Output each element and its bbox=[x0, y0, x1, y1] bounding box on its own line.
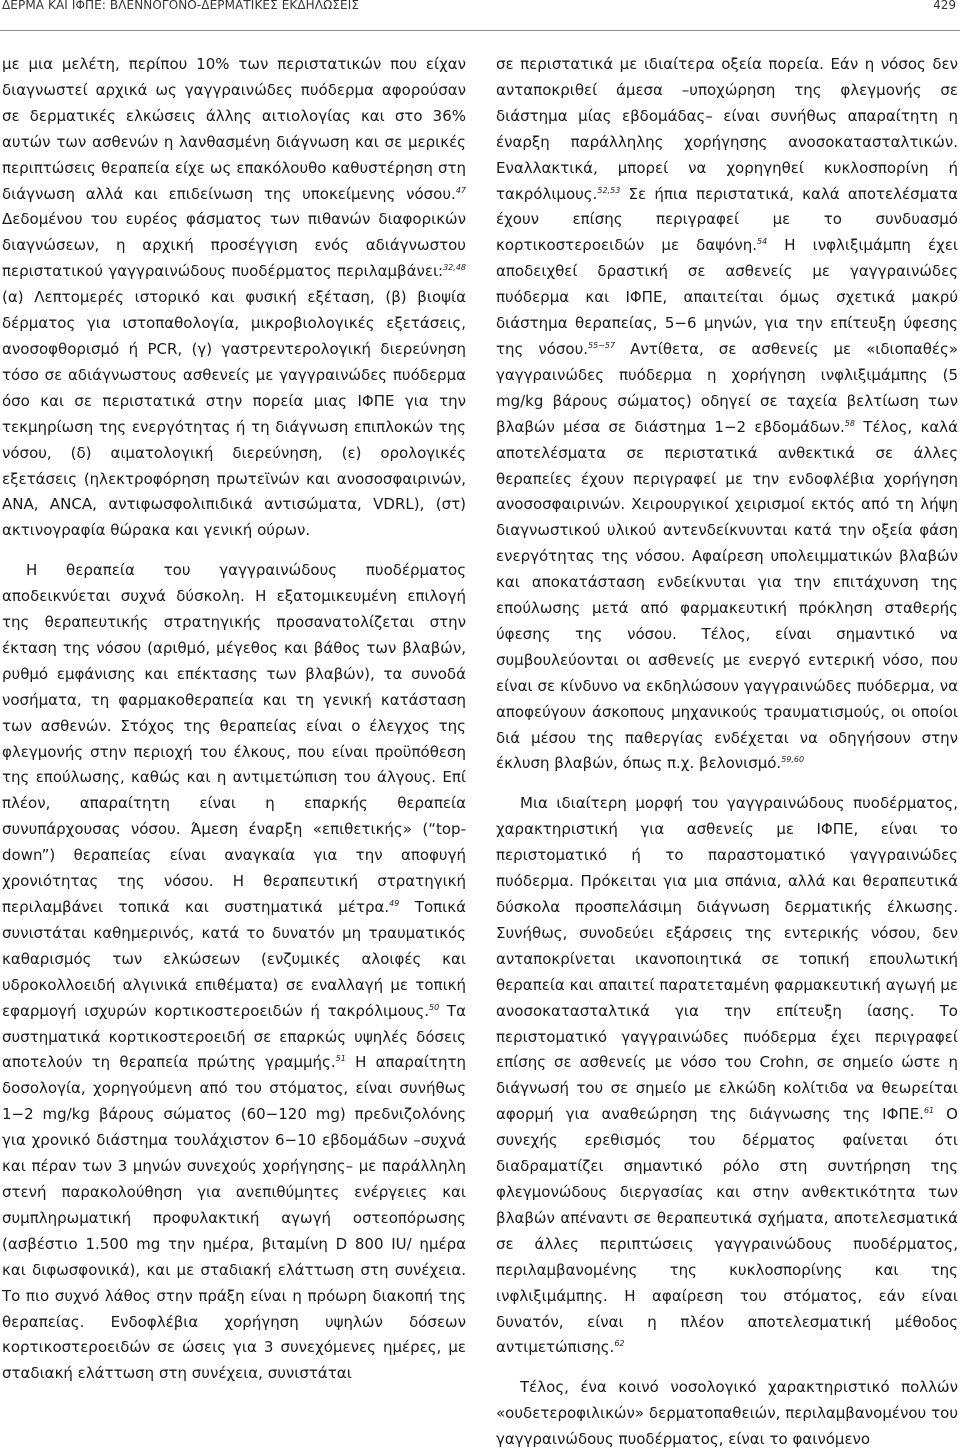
text-run: σε περιστατικά με ιδιαίτερα οξεία πορεία. Εάν η νόσος δεν ανταποκριθεί άμεσα –υποχώρηση της φλεγμονής σε διάστημα μίας εβδομάδας– είναι συνήθως απαραίτητη η έναρξη παράλληλης χορήγησης ανοσοκατασταλτικών. Εναλλακτικά, μπορεί να χορηγηθεί κυκλοσπορίνη ή τακρόλιμους. bbox=[496, 55, 958, 203]
citation-ref: 49 bbox=[389, 899, 400, 908]
paragraph bbox=[2, 558, 466, 1387]
citation-ref: 52,53 bbox=[597, 185, 621, 195]
text-run: Μια ιδιαίτερη μορφή του γαγγραινώδους πυοδέρματος, χαρακτηριστική για ασθενείς με ΙΦΠΕ, είναι το περιστοματικό ή το παραστοματικό γαγγραινώδες πυόδερμα. Πρόκειται για μια σπάνια, αλλά και θεραπευτικά δύσκολα προσπελάσιμη διάγνωση δερματικής έλκωσης. Συνήθως, συνοδεύει εξάρσεις της εντερικής νόσου, δεν ανταποκρίνεται ικανοποιητικά σε τοπική επουλωτική θεραπεία και απαιτεί παρατεταμένη φαρμακευτική αγωγή με ανοσοκατασταλτικά για την επίτευξη ίασης. Το περιστοματικό γαγγραινώδες πυόδερμα έχει περιγραφεί επίσης σε ασθενείς με νόσο του Crohn, σε σημείο ώστε η διάγνωσή του σε σημείο με ελκώδη κολίτιδα να θεωρείται αφορμή για αναθεώρηση της διάγνωσης της ΙΦΠΕ. bbox=[496, 794, 958, 1124]
citation-ref: 62 bbox=[614, 1339, 625, 1349]
paragraph bbox=[496, 1375, 958, 1453]
text-run: Σε ήπια περιστατικά, καλά αποτελέσματα έχουν επίσης περιγραφεί με το συνδυασμό κορτικοστεροειδών με δαψόνη. bbox=[496, 184, 958, 255]
citation-ref: 50 bbox=[429, 1002, 440, 1012]
paragraph bbox=[2, 52, 466, 544]
citation-ref: 47 bbox=[455, 185, 466, 195]
citation-ref: 58 bbox=[844, 418, 855, 428]
text-run: Δεδομένου του ευρέος φάσματος των πιθανών διαφορικών διαγνώσεων, η αρχική προσέγγιση ενός αδιάγνωστου περιστατικού γαγγραινώδους πυοδέρματος περιλαμβάνει: bbox=[2, 210, 466, 281]
citation-ref: 32,48 bbox=[443, 263, 466, 273]
text-run: Η ινφλιξιμάμπη έχει αποδειχθεί δραστική σε ασθενείς με γαγγραινώδες πυόδερμα και ΙΦΠΕ, απαιτείται όμως σχετικά μακρύ διάστημα θεραπείας, 5−6 μηνών, για την επίτευξη ύφεσης της νόσου. bbox=[496, 236, 958, 358]
text-run: Αντίθετα, σε ασθενείς με «ιδιοπαθές» γαγγραινώδες πυόδερμα η χορήγηση ινφλιξιμάμπης (5 mg/kg βάρους σώματος) οδηγεί σε ταχεία βελτίωση των βλαβών μέσα σε διάστημα 1−2 εβδομάδων. bbox=[496, 339, 958, 436]
citation-ref: 51 bbox=[335, 1054, 346, 1064]
header-rule bbox=[0, 30, 960, 31]
text-run: Η θεραπεία του γαγγραινώδους πυοδέρματος αποδεικνύεται συχνά δύσκολη. Η εξατομικευμένη επιλογή της θεραπευτικής στρατηγικής προσανατολίζεται στην έκταση της νόσου (αριθμό, μέγεθος και βάθος των βλαβών, ρυθμό εμφάνισης και επέκτασης των βλαβών), τα συνοδά νοσήματα, τη φαρμακοθεραπεία και τη γενική κατάσταση των ασθενών. Στόχος της θεραπείας είναι ο έλεγχος της φλεγμονής στην περιοχή του έλκους, που είναι προϋπόθεση της επούλωσης, καθώς και η αντιμετώπιση του άλγους. Επί πλέον, απαραίτητη είναι η επαρκής θεραπεία συνυπάρχουσας νόσου. Άμεση έναρξη «επιθετικής» (“top-down”) θεραπείας είναι αναγκαία για την αποφυγή χρονιότητας της νόσου. Η θεραπευτική στρατηγική περιλαμβάνει τοπικά και συστηματικά μέτρα. bbox=[2, 561, 466, 916]
text-run: Τέλος, καλά αποτελέσματα σε περιστατικά ανθεκτικά σε άλλες θεραπείες έχουν περιγραφεί με την ενδοφλέβια χορήγηση ανοσοσφαιρινών. Χειρουργικοί χειρισμοί εκτός από τη λήψη διαγνωστικού υλικού αντενδείκνυνται κατά την οξεία φάση ενεργότητας της νόσου. Αφαίρεση υπολειμματικών βλαβών και αποκατάσταση ενδείκνυται για την επιτάχυνση της επούλωσης μετά από φαρμακευτική πρόκληση σταθερής ύφεσης της νόσου. Τέλος, είναι σημαντικό να συμβουλεύονται οι ασθενείς με ενεργό εντερική νόσο, που είναι σε κίνδυνο να εκδηλώσουν γαγγραινώδες πυόδερμα, να αποφεύγουν άσκοπους μηχανικούς τραυματισμούς, οι οποίοι διά μέσου της παθεργίας ενδέχεται να οδηγήσουν στην έκλυση βλαβών, όπως π.χ. βελονισμό. bbox=[496, 417, 958, 773]
paragraph bbox=[496, 52, 958, 777]
running-title: ΔΕΡΜΑ ΚΑΙ ΙΦΠΕ: ΒΛΕΝΝΟΓΟΝΟ-ΔΕΡΜΑΤΙΚΕΣ ΕΚΔΗΛΩΣΕΙΣ bbox=[2, 0, 360, 12]
citation-ref: 54 bbox=[756, 237, 768, 247]
text-run: Τα συστηματικά κορτικοστεροειδή σε επαρκώς υψηλές δόσεις αποτελούν τη θεραπεία πρώτης γραμμής. bbox=[2, 1001, 466, 1072]
citation-ref: 55−57 bbox=[588, 340, 616, 350]
text-run: (α) Λεπτομερές ιστορικό και φυσική εξέταση, (β) βιοψία δέρματος για ιστοπαθολογία, μικροβιολογικές εξετάσεις, ανοσοφθορισμό ή PCR, (γ) γαστρεντερολογική διερεύνηση τόσο σε αδιάγνωστους ασθενείς με γαγγραινώδες πυόδερμα όσο και σε περιστατικά στην πορεία μιας ΙΦΠΕ για την τεκμηρίωση της ενεργότητας ή τη διάγνωση επιπλοκών της νόσου, (δ) αιματολογική διερεύνηση, (ε) ορολογικές εξετάσεις (ηλεκτροφόρηση πρωτεϊνών και ανοσοσφαιρινών, ANA, ANCA, αντιφωσφολιπιδικά αντισώματα, VDRL), (στ) ακτινογραφία θώρακα και γενική ούρων. bbox=[2, 288, 466, 540]
left-column bbox=[2, 52, 466, 1387]
running-header bbox=[0, 0, 960, 14]
text-run: Ο συνεχής ερεθισμός του δέρματος φαίνεται ότι διαδραματίζει σημαντικό ρόλο στη συντήρηση της φλεγμονώδους διεργασίας και στην ανθεκτικότητα των βλαβών απέναντι σε θεραπευτικά σχήματα, αποτελεσματικά σε άλλες περιπτώσεις γαγγραινώδους πυοδέρματος, περιλαμβανομένης της κυκλοσπορίνης και της ινφλιξιμάμπης. Η αφαίρεση του στόματος, εάν είναι δυνατόν, είναι η πλέον αποτελεσματική μέθοδος αντιμετώπισης. bbox=[496, 1105, 958, 1357]
text-run: Τέλος, ένα κοινό νοσολογικό χαρακτηριστικό πολλών «ουδετεροφιλικών» δερματοπαθειών, περιλαμβανομένου του γαγγραινώδους πυοδέρματος, είναι το φαινόμενο bbox=[496, 1378, 958, 1449]
paragraph bbox=[496, 791, 958, 1361]
citation-ref: 61 bbox=[923, 1106, 935, 1116]
page-number: 429 bbox=[933, 0, 956, 12]
citation-ref: 59,60 bbox=[781, 755, 805, 765]
text-run: Τοπικά συνιστάται καθημερινός, κατά το δυνατόν μη τραυματικός καθαρισμός των ελκώσεων (ενζυμικές αλοιφές και υδροκολλοειδή αλγινικά επιθέματα) σε εναλλαγή με τοπική εφαρμογή ισχυρών κορτικοστεροειδών ή τακρόλιμους. bbox=[2, 898, 466, 1020]
text-run: Η απαραίτητη δοσολογία, χορηγούμενη από του στόματος, είναι συνήθως 1−2 mg/kg βάρους σώματος (60−120 mg) πρεδνιζολόνης για χρονικό διάστημα τουλάχιστον 6−10 εβδομάδων –συχνά και πέραν των 3 μηνών συνεχούς χορήγησης– με παράλληλη στενή παρακολούθηση για ανεπιθύμητες ενέργειες και συμπληρωματική προφυλακτική αγωγή οστεοπόρωσης (ασβέστιο 1.500 mg την ημέρα, βιταμίνη D 800 IU/ ημέρα και διφωσφονικά), και με σταδιακή ελάττωση στη συνέχεια. Το πιο συχνό λάθος στην πράξη είναι η πρόωρη διακοπή της θεραπείας. Ενδοφλέβια χορήγηση υψηλών δόσεων κορτικοστεροειδών σε ώσεις για 3 συνεχόμενες ημέρες, με σταδιακή ελάττωση στη συνέχεια, συνιστάται bbox=[2, 1053, 466, 1383]
text-run: με μια μελέτη, περίπου 10% των περιστατικών που είχαν διαγνωστεί αρχικά ως γαγγραινώδες πυόδερμα αφορούσαν σε δερματικές ελκώσεις άλλης αιτιολογίας και στο 36% αυτών των ασθενών η λανθασμένη διάγνωση και σε μερικές περιπτώσεις θεραπεία είχε ως επακόλουθο καθυστέρηση στη διάγνωση αλλά και επιδείνωση της υποκείμενης νόσου. bbox=[2, 55, 466, 203]
right-column bbox=[496, 52, 958, 1453]
